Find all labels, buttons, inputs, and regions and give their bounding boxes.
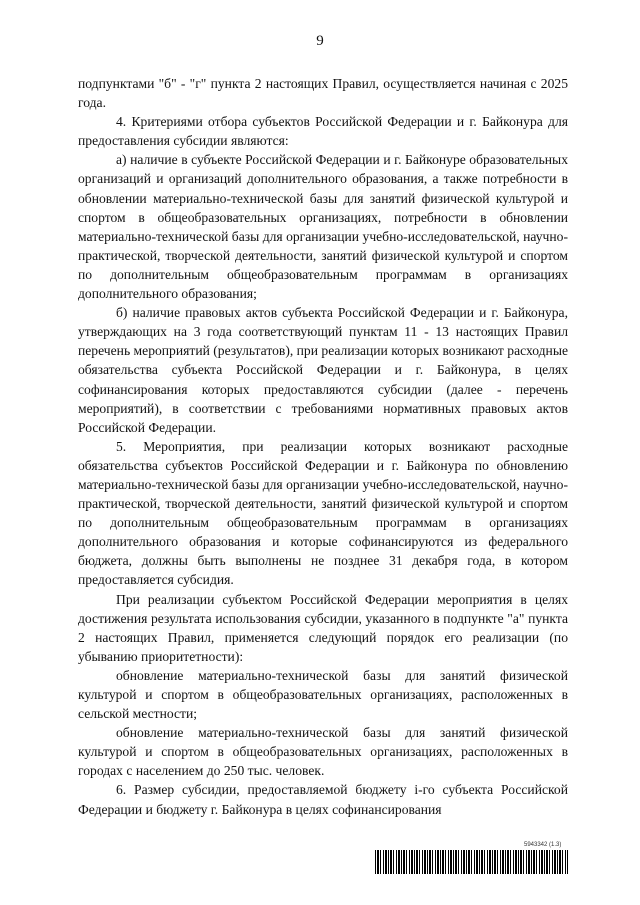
document-id: 5943342 (1.3) bbox=[524, 842, 562, 848]
paragraph: При реализации субъектом Российской Федерации мероприятия в целях достижения результата использования субсидии, указанного в подпункте "а" пункта 2 настоящих Правил, применяется следующий порядок его реализации (по убыванию приоритетности): bbox=[78, 591, 568, 664]
paragraph: 6. Размер субсидии, предоставляемой бюджету i-го субъекта Российской Федерации и бюджету г. Байконура в целях софинансирования bbox=[78, 782, 568, 817]
paragraph: обновление материально-технической базы для занятий физической культурой и спортом в общеобразовательных организациях, расположенных в городах с населением до 250 тыс. человек. bbox=[78, 725, 568, 779]
barcode bbox=[375, 850, 568, 874]
page-number: 9 bbox=[316, 33, 324, 49]
paragraph: 5. Мероприятия, при реализации которых возникают расходные обязательства субъектов Российской Федерации и г. Байконура по обновлению материально-технической базы для организации учебно-исследовательской, научно-практической, творческой деятельности, занятий физической культурой и спортом по дополнительным общеобразовательным программам в организациях дополнительного образования и которые софинансируются из федерального бюджета, должны быть выполнены не позднее 31 декабря года, в котором предоставляется субсидия. bbox=[78, 438, 568, 588]
paragraph: а) наличие в субъекте Российской Федерации и г. Байконуре образовательных организаций и организаций дополнительного образования, а также потребности в обновлении материально-технической базы для занятий физической культурой и спортом в общеобразовательных организациях, потребности в обновлении материально-технической базы для организации учебно-исследовательской, научно-практической, творческой деятельности, занятий физической культурой и спортом по дополнительным общеобразовательным программам в организациях дополнительного образования; bbox=[78, 152, 568, 302]
paragraph: 4. Критериями отбора субъектов Российской Федерации и г. Байконура для предоставления субсидии являются: bbox=[78, 114, 568, 149]
document-body bbox=[78, 74, 568, 819]
paragraph: подпунктами "б" - "г" пункта 2 настоящих Правил, осуществляется начиная с 2025 года. bbox=[78, 76, 568, 111]
paragraph: б) наличие правовых актов субъекта Российской Федерации и г. Байконура, утверждающих на 3 года соответствующий пунктам 11 - 13 настоящих Правил перечень мероприятий (результатов), при реализации которых возникают расходные обязательства субъекта Российской Федерации и г. Байконура, в целях софинансирования которых предоставляются субсидии (далее - перечень мероприятий), в соответствии с требованиями нормативных правовых актов Российской Федерации. bbox=[78, 305, 568, 435]
paragraph: обновление материально-технической базы для занятий физической культурой и спортом в общеобразовательных организациях, расположенных в сельской местности; bbox=[78, 667, 568, 722]
